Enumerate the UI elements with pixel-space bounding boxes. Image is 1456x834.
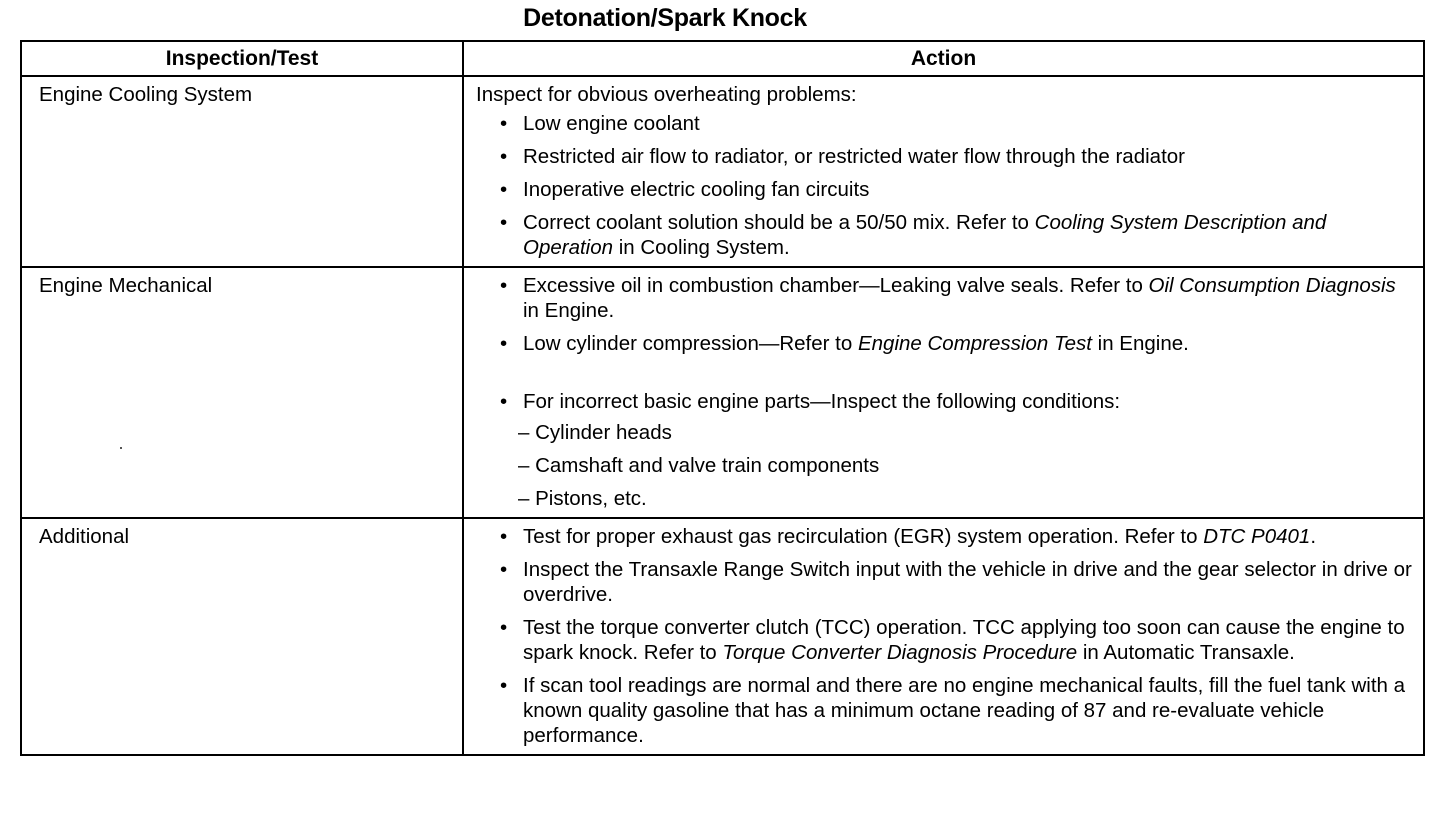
item-text: Correct coolant solution should be a 50/50 mix. Refer to: [523, 211, 1035, 234]
action-cell: [463, 76, 1424, 267]
list-item: • Inspect the Transaxle Range Switch input with the vehicle in drive and the gear selector in drive or overdrive.: [496, 557, 1415, 607]
item-text: in Engine.: [523, 299, 615, 322]
item-text: .: [1310, 525, 1317, 548]
inspection-label: Additional: [39, 525, 130, 548]
list-item: • Restricted air flow to radiator, or restricted water flow through the radiator: [496, 144, 1415, 169]
table-row: [21, 76, 1424, 267]
inspection-label: Engine Cooling System: [39, 83, 253, 106]
item-text: Test for proper exhaust gas recirculation (EGR) system operation. Refer to: [523, 525, 1204, 548]
sub-list: [518, 420, 1415, 511]
item-text: in Automatic Transaxle.: [1077, 641, 1295, 664]
document-reference: Torque Converter Diagnosis Procedure: [722, 641, 1078, 664]
list-item: • Low engine coolant: [496, 111, 1415, 136]
sub-list-item: – Cylinder heads: [518, 421, 672, 444]
list-item: [496, 389, 1415, 511]
list-item: [496, 210, 1415, 260]
item-text: For incorrect basic engine parts—Inspect the following conditions:: [523, 390, 1121, 413]
header-inspection: Inspection/Test: [21, 41, 463, 76]
inspection-cell: [21, 267, 463, 518]
sub-list-item: – Camshaft and valve train components: [518, 454, 880, 477]
document-reference: DTC P0401: [1203, 525, 1311, 548]
list-item: [496, 331, 1415, 356]
table-title: Detonation/Spark Knock: [523, 4, 807, 32]
item-text: Low cylinder compression—Refer to: [523, 332, 858, 355]
action-list: [476, 111, 1415, 260]
action-cell: [463, 518, 1424, 755]
list-item: • If scan tool readings are normal and there are no engine mechanical faults, fill the fuel tank with a known quality gasoline that has a minimum octane reading of 87 and re-evaluate vehicle performance.: [496, 673, 1415, 748]
action-list: [476, 524, 1415, 748]
item-text: Test the torque converter clutch (TCC) operation. TCC applying too soon can cause the engine to spark knock. Refer to: [523, 616, 1405, 664]
table-row: [21, 267, 1424, 518]
list-item: • Inoperative electric cooling fan circuits: [496, 177, 1415, 202]
action-intro: Inspect for obvious overheating problems:: [476, 83, 857, 106]
header-row: [21, 41, 1424, 76]
action-cell: [463, 267, 1424, 518]
item-text: Excessive oil in combustion chamber—Leaking valve seals. Refer to: [523, 274, 1149, 297]
diagnosis-table: [20, 40, 1425, 756]
list-item: [496, 615, 1415, 665]
item-text: in Cooling System.: [613, 236, 790, 259]
sub-list-item: – Pistons, etc.: [518, 487, 647, 510]
inspection-label: Engine Mechanical: [39, 274, 213, 297]
item-text: in Engine.: [1091, 332, 1189, 355]
inspection-cell: [21, 76, 463, 267]
document-reference: Engine Compression Test: [857, 332, 1092, 355]
list-item: [496, 273, 1415, 323]
document-reference: Cooling System Description and Operation: [523, 211, 1327, 259]
header-action: Action: [463, 41, 1424, 76]
action-list: [476, 273, 1415, 511]
document-reference: Oil Consumption Diagnosis: [1148, 274, 1396, 297]
list-item: [496, 524, 1415, 549]
inspection-cell: [21, 518, 463, 755]
scan-speck: [120, 447, 122, 449]
table-row: [21, 518, 1424, 755]
